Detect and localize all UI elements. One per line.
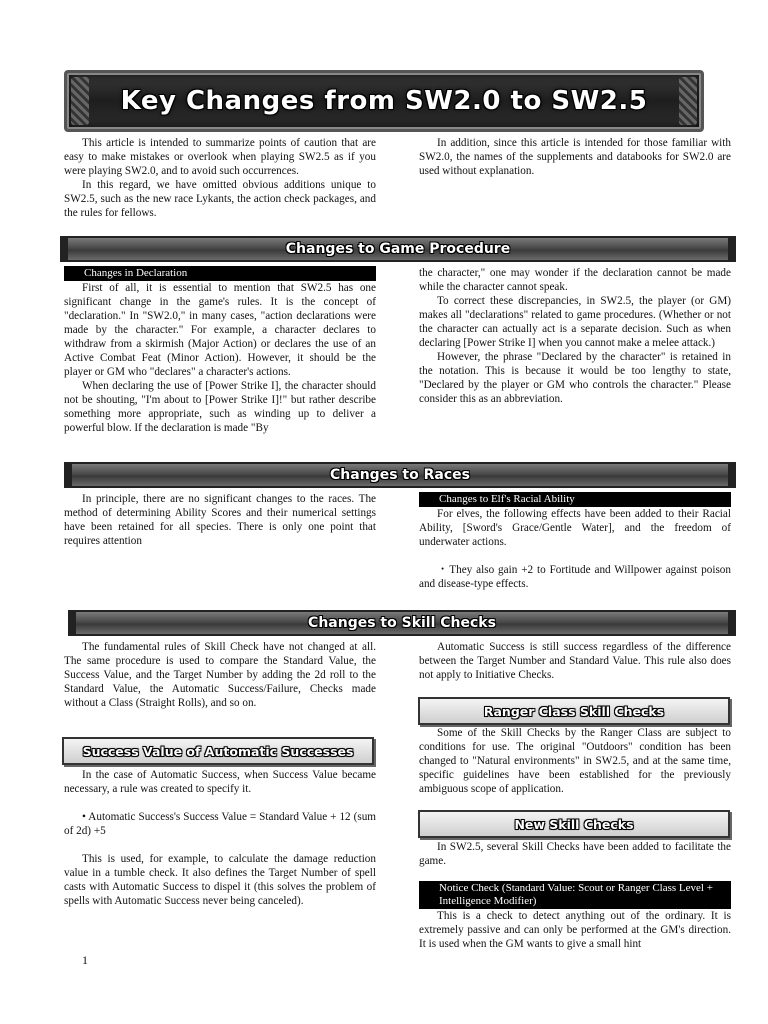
section-header-skill-checks [68,610,736,636]
paragraph: First of all, it is essential to mention that SW2.5 has one significant change in the game's rules. It is the concept of "declaration." In "SW2.0," in many cases, "action declarations were made by the character." For example, a character declares to withdraw from a skirmish (Major Action) or declares the use of an Active Combat Feat (Minor Action). However, it should be the player or GM who "declares" a character's actions. [64,282,376,378]
paragraph: However, the phrase "Declared by the character" is retained in the notation. This is because it would be too lengthy to state, "Declared by the player or GM who controls the character." Please consider this as an abbreviation. [419,351,731,405]
paragraph: In the case of Automatic Success, when Success Value became necessary, a rule was created to specify it. [64,769,376,795]
skill-checks-left-intro [64,640,376,710]
section-title: Changes to Skill Checks [308,615,496,631]
ranger-text-column [419,726,731,796]
intro-left-column [64,136,376,220]
paragraph: Some of the Skill Checks by the Ranger Class are subject to conditions for use. The original "Outdoors" condition has been changed to "Natural environments" in SW2.5, and at the same time, specific guidelines have been established for the previously ambiguous scope of application. [419,727,731,795]
title-banner [64,70,704,132]
section-title: Changes to Game Procedure [285,241,511,257]
game-procedure-left-column [64,266,376,435]
paragraph: The fundamental rules of Skill Check have not changed at all. The same procedure is used to compare the Standard Value, the Success Value, and the Target Number by adding the 2d roll to the Standard Value, the Automatic Success/Failure, Checks made without a Class (Straight Rolls), and so on. [64,641,376,709]
paragraph: the character," one may wonder if the declaration cannot be made while the character cannot speak. [419,267,731,293]
bullet-item: ・They also gain +2 to Fortitude and Willpower against poison and disease-type effects. [419,564,731,590]
races-right-column [419,492,731,591]
paragraph: This is a check to detect anything out of the ordinary. It is extremely passive and can only be performed at the GM's direction. It is used when the GM wants to give a small hint [419,910,731,950]
intro-paragraph: This article is intended to summarize points of caution that are easy to make mistakes or overlook when playing SW2.5 as if you were playing SW2.0, and to avoid such occurrences. [64,137,376,177]
paragraph: This is used, for example, to calculate the damage reduction value in a tumble check. It also defines the Target Number of spell casts with Automatic Success to dispel it (this solves the problem of spells with Automatic Success never being canceled). [64,853,376,907]
skill-checks-right-intro [419,640,731,682]
skill-checks-left-column [64,768,376,908]
subheading-box-ranger [418,697,730,725]
intro-paragraph: In this regard, we have omitted obvious additions unique to SW2.5, such as the new race Lykants, the action check packages, and the rules for fellows. [64,179,376,219]
subheading-box-auto-success [62,737,374,765]
page-title: Key Changes from SW2.0 to SW2.5 [120,86,648,116]
paragraph: To correct these discrepancies, in SW2.5, the player (or GM) makes all "declarations" related to game procedures. (Whether or not the character can actually act is a separate decision. Such as when declaring [Power Strike I] when you cannot make a melee attack.) [419,295,731,349]
paragraph: Automatic Success is still success regardless of the difference between the Target Number and Standard Value. This rule also does not apply to Initiative Checks. [419,641,731,681]
subheading-title: Ranger Class Skill Checks [483,703,665,719]
paragraph: When declaring the use of [Power Strike I], the character should not be shouting, "I'm about to [Power Strike I]!" but rather describe something more appropriate, such as winding up to deliver a powerful blow. If the declaration is made "By [64,380,376,434]
subheading-box-new-skill-checks [418,810,730,838]
page-number: 1 [82,953,88,967]
subheading-title: Success Value of Automatic Successes [82,743,354,759]
notice-check-column [419,881,731,951]
subheading: Changes to Elf's Racial Ability [419,492,731,507]
paragraph: For elves, the following effects have been added to their Racial Ability, [Sword's Grace/Gentle Water], and the freedom of underwater actions. [419,508,731,548]
bullet-item: • Automatic Success's Success Value = Standard Value + 12 (sum of 2d) +5 [64,811,376,837]
paragraph: In SW2.5, several Skill Checks have been added to facilitate the game. [419,841,731,867]
intro-right-column [419,136,731,178]
races-left-column [64,492,376,548]
new-skill-checks-column [419,840,731,868]
section-header-races [64,462,736,488]
paragraph: In principle, there are no significant changes to the races. The method of determining Ability Scores and their numerical settings have been retained for all species. There is only one point that requires attention [64,493,376,547]
subheading: Changes in Declaration [64,266,376,281]
subheading: Notice Check (Standard Value: Scout or Ranger Class Level + Intelligence Modifier) [419,881,731,909]
intro-paragraph: In addition, since this article is intended for those familiar with SW2.0, the names of the supplements and databooks for SW2.0 are used without explanation. [419,137,731,177]
section-header-game-procedure [60,236,736,262]
game-procedure-right-column [419,266,731,406]
subheading-title: New Skill Checks [514,816,634,832]
section-title: Changes to Races [330,467,470,483]
